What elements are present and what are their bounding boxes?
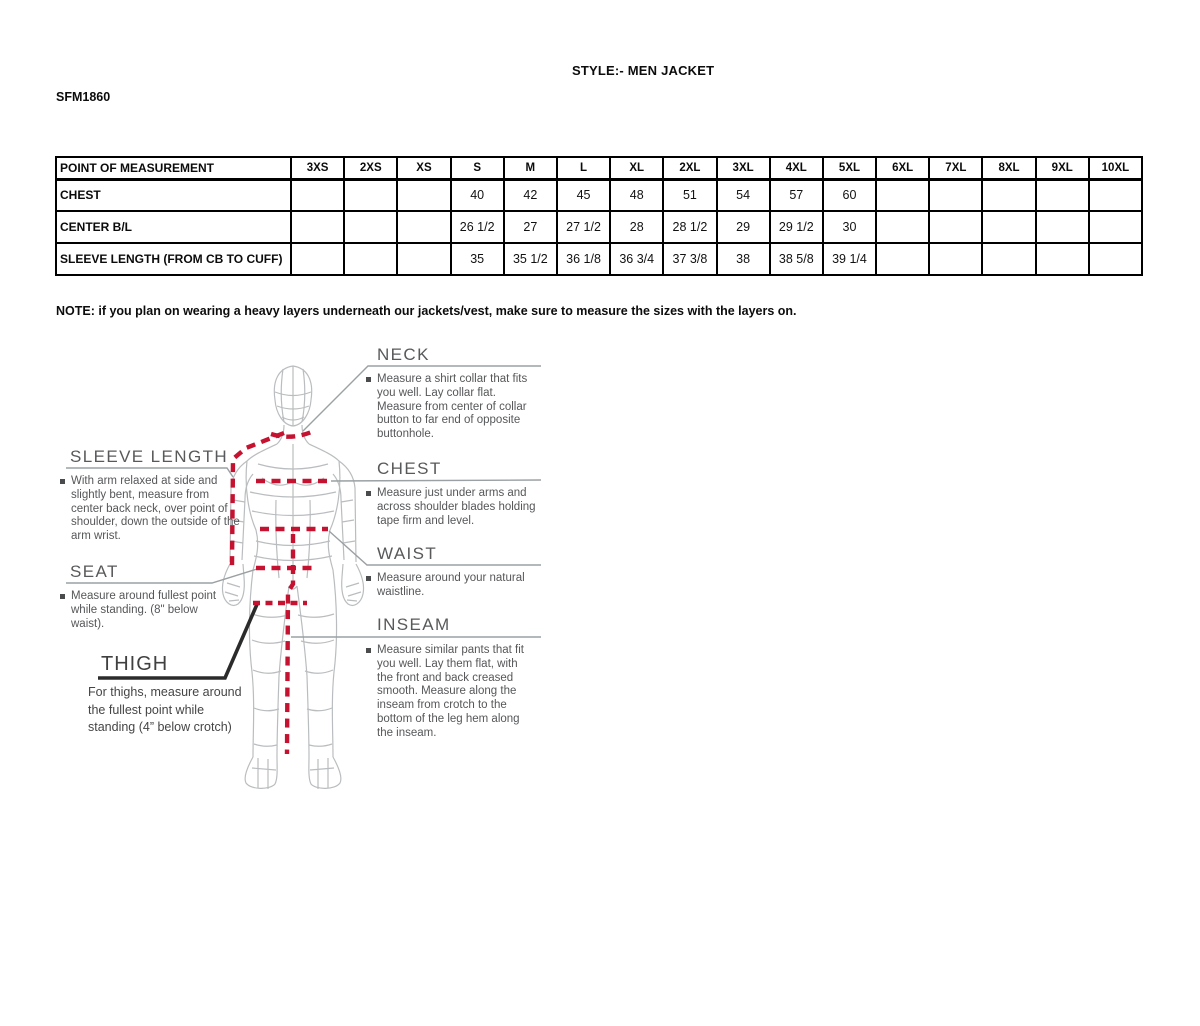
size-value-cell: 48 <box>610 179 663 211</box>
size-value-cell <box>982 179 1035 211</box>
size-value-cell <box>1036 211 1089 243</box>
size-column-header: 3XS <box>291 157 344 179</box>
sleeve-length-heading: SLEEVE LENGTH <box>70 447 229 466</box>
size-value-cell: 38 <box>717 243 770 275</box>
waist-heading: WAIST <box>377 544 438 563</box>
waist-description: Measure around your natural waistline. <box>377 572 525 598</box>
size-value-cell: 28 <box>610 211 663 243</box>
bullet-icon <box>366 491 371 496</box>
size-table-body <box>56 179 1142 275</box>
measurement-row-label: CENTER B/L <box>56 211 291 243</box>
measurement-row-label: SLEEVE LENGTH (FROM CB TO CUFF) <box>56 243 291 275</box>
seat-heading: SEAT <box>70 562 119 581</box>
size-value-cell <box>397 243 450 275</box>
size-value-cell <box>1036 179 1089 211</box>
point-of-measurement-header: POINT OF MEASUREMENT <box>56 157 291 179</box>
size-column-header: 8XL <box>982 157 1035 179</box>
size-value-cell <box>291 211 344 243</box>
sleeve-length-description: With arm relaxed at side and slightly bent, measure from center back neck, over point of shoulder, down the outside of the arm wrist. <box>71 475 240 543</box>
neck-measure-line <box>271 430 316 437</box>
size-table-header-row <box>56 157 1142 179</box>
size-value-cell: 27 1/2 <box>557 211 610 243</box>
inseam-measure-line <box>287 534 293 754</box>
size-value-cell <box>876 179 929 211</box>
size-column-header: S <box>451 157 504 179</box>
size-value-cell: 54 <box>717 179 770 211</box>
inseam-description: Measure similar pants that fit you well. Lay them flat, with the front and back creased smooth. Measure along the inseam from crotch to the bottom of the leg hem along the inseam. <box>377 644 525 739</box>
size-column-header: 9XL <box>1036 157 1089 179</box>
size-value-cell <box>1036 243 1089 275</box>
size-column-header: 5XL <box>823 157 876 179</box>
size-column-header: 2XL <box>663 157 716 179</box>
size-value-cell: 37 3/8 <box>663 243 716 275</box>
style-code: SFM1860 <box>56 90 111 104</box>
size-value-cell: 35 <box>451 243 504 275</box>
size-column-header: XS <box>397 157 450 179</box>
size-value-cell <box>982 243 1035 275</box>
chest-heading: CHEST <box>377 459 442 478</box>
size-value-cell: 42 <box>504 179 557 211</box>
size-value-cell <box>929 243 982 275</box>
size-column-header: 10XL <box>1089 157 1142 179</box>
size-value-cell: 29 <box>717 211 770 243</box>
size-value-cell: 45 <box>557 179 610 211</box>
size-column-header: L <box>557 157 610 179</box>
size-value-cell: 28 1/2 <box>663 211 716 243</box>
sleeve-length-section <box>60 475 242 544</box>
size-table <box>55 156 1143 276</box>
chest-leader-line <box>331 480 541 481</box>
measurement-row-label: CHEST <box>56 179 291 211</box>
size-value-cell <box>1089 243 1142 275</box>
waist-section <box>366 572 526 600</box>
bullet-icon <box>60 479 65 484</box>
size-value-cell <box>291 179 344 211</box>
neck-heading: NECK <box>377 345 430 364</box>
size-column-header: XL <box>610 157 663 179</box>
size-value-cell: 27 <box>504 211 557 243</box>
size-value-cell <box>876 211 929 243</box>
size-value-cell <box>1089 179 1142 211</box>
size-value-cell: 30 <box>823 211 876 243</box>
bullet-icon <box>60 594 65 599</box>
size-value-cell: 26 1/2 <box>451 211 504 243</box>
size-value-cell <box>1089 211 1142 243</box>
size-value-cell: 51 <box>663 179 716 211</box>
bullet-icon <box>366 377 371 382</box>
size-value-cell <box>344 243 397 275</box>
size-value-cell <box>397 179 450 211</box>
size-column-header: M <box>504 157 557 179</box>
size-value-cell: 57 <box>770 179 823 211</box>
size-value-cell <box>291 243 344 275</box>
size-value-cell: 40 <box>451 179 504 211</box>
size-value-cell <box>982 211 1035 243</box>
size-value-cell: 36 1/8 <box>557 243 610 275</box>
inseam-heading: INSEAM <box>377 615 451 634</box>
bullet-icon <box>366 648 371 653</box>
bullet-icon <box>366 576 371 581</box>
size-value-cell <box>929 179 982 211</box>
size-value-cell: 29 1/2 <box>770 211 823 243</box>
page-title: STYLE:- MEN JACKET <box>572 63 715 78</box>
size-value-cell <box>344 179 397 211</box>
size-value-cell: 36 3/4 <box>610 243 663 275</box>
table-row <box>56 211 1142 243</box>
size-column-header: 3XL <box>717 157 770 179</box>
size-value-cell: 39 1/4 <box>823 243 876 275</box>
thigh-heading: THIGH <box>101 653 169 675</box>
size-value-cell: 38 5/8 <box>770 243 823 275</box>
size-value-cell <box>929 211 982 243</box>
size-column-header: 7XL <box>929 157 982 179</box>
neck-description: Measure a shirt collar that fits you well. Lay collar flat. Measure from center of collar button to far end of opposite buttonhole. <box>377 373 528 441</box>
inseam-section <box>366 644 536 741</box>
neck-section <box>366 373 531 442</box>
table-row <box>56 179 1142 211</box>
chest-section <box>366 487 544 528</box>
chest-description: Measure just under arms and across shoulder blades holding tape firm and level. <box>377 487 536 527</box>
table-row <box>56 243 1142 275</box>
size-value-cell <box>397 211 450 243</box>
size-value-cell: 60 <box>823 179 876 211</box>
seat-section <box>60 590 230 631</box>
seat-description: Measure around fullest point while standing. (8" below waist). <box>71 590 217 630</box>
size-value-cell <box>344 211 397 243</box>
size-column-header: 2XS <box>344 157 397 179</box>
size-column-header: 4XL <box>770 157 823 179</box>
note-text: NOTE: if you plan on wearing a heavy layers underneath our jackets/vest, make sure to measure the sizes with the layers on. <box>56 304 797 318</box>
size-value-cell <box>876 243 929 275</box>
size-value-cell: 35 1/2 <box>504 243 557 275</box>
size-column-header: 6XL <box>876 157 929 179</box>
thigh-description: For thighs, measure around the fullest point while standing (4” below crotch) <box>88 685 242 734</box>
